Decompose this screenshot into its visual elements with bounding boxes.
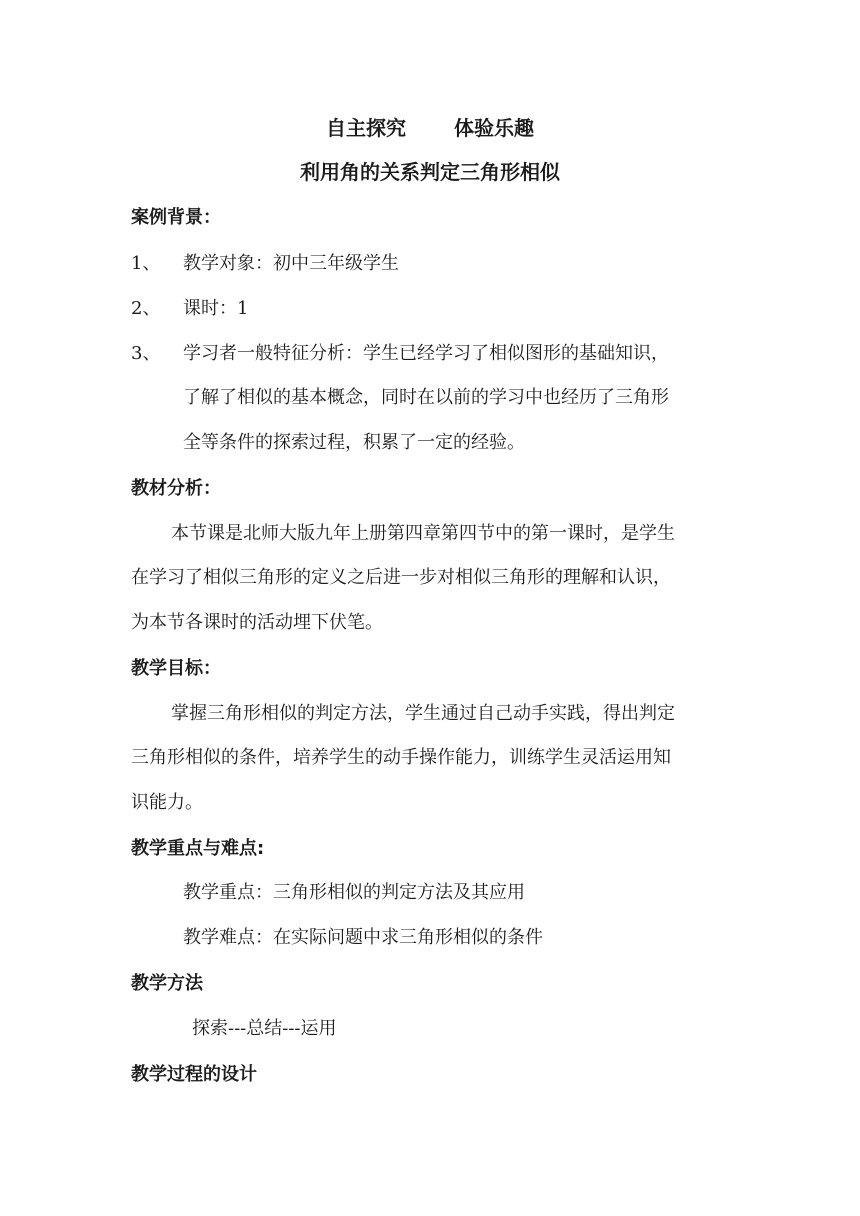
- process-heading: 教学过程的设计: [131, 1064, 257, 1085]
- background-item-3: [131, 342, 731, 366]
- method-heading: 教学方法: [131, 973, 203, 994]
- item-number: 3、: [131, 343, 161, 364]
- goals-line-3: 识能力。: [131, 792, 203, 813]
- material-heading: 教材分析：: [131, 478, 221, 499]
- title-right: 体验乐趣: [454, 116, 534, 140]
- background-item-2: [131, 297, 731, 321]
- document-subtitle: 利用角的关系判定三角形相似: [300, 160, 560, 184]
- document-title: [0, 116, 860, 140]
- item-number: 1、: [131, 253, 161, 274]
- material-line-2: 在学习了相似三角形的定义之后进一步对相似三角形的理解和认识，: [131, 567, 671, 588]
- background-item-1: [131, 252, 731, 276]
- background-heading: 案例背景：: [131, 207, 221, 228]
- key-heading: 教学重点与难点:: [131, 838, 265, 859]
- key-difficulty: 教学难点：在实际问题中求三角形相似的条件: [183, 927, 543, 948]
- method-text: 探索---总结---运用: [192, 1018, 337, 1039]
- key-point: 教学重点：三角形相似的判定方法及其应用: [183, 882, 525, 903]
- goals-line-1: 掌握三角形相似的判定方法，学生通过自己动手实践，得出判定: [171, 703, 675, 724]
- item-text: 课时：1: [183, 298, 249, 319]
- goals-line-2: 三角形相似的条件，培养学生的动手操作能力，训练学生灵活运用知: [131, 747, 671, 768]
- material-line-1: 本节课是北师大版九年上册第四章第四节中的第一课时，是学生: [171, 523, 675, 544]
- item-number: 2、: [131, 298, 161, 319]
- item-3-continuation-1: 了解了相似的基本概念，同时在以前的学习中也经历了三角形: [183, 387, 669, 408]
- goals-heading: 教学目标：: [131, 658, 221, 679]
- title-left: 自主探究: [326, 116, 406, 140]
- item-text: 学习者一般特征分析：学生已经学习了相似图形的基础知识，: [183, 343, 669, 364]
- item-3-continuation-2: 全等条件的探索过程，积累了一定的经验。: [183, 432, 525, 453]
- item-text: 教学对象：初中三年级学生: [183, 253, 399, 274]
- material-line-3: 为本节各课时的活动埋下伏笔。: [131, 612, 383, 633]
